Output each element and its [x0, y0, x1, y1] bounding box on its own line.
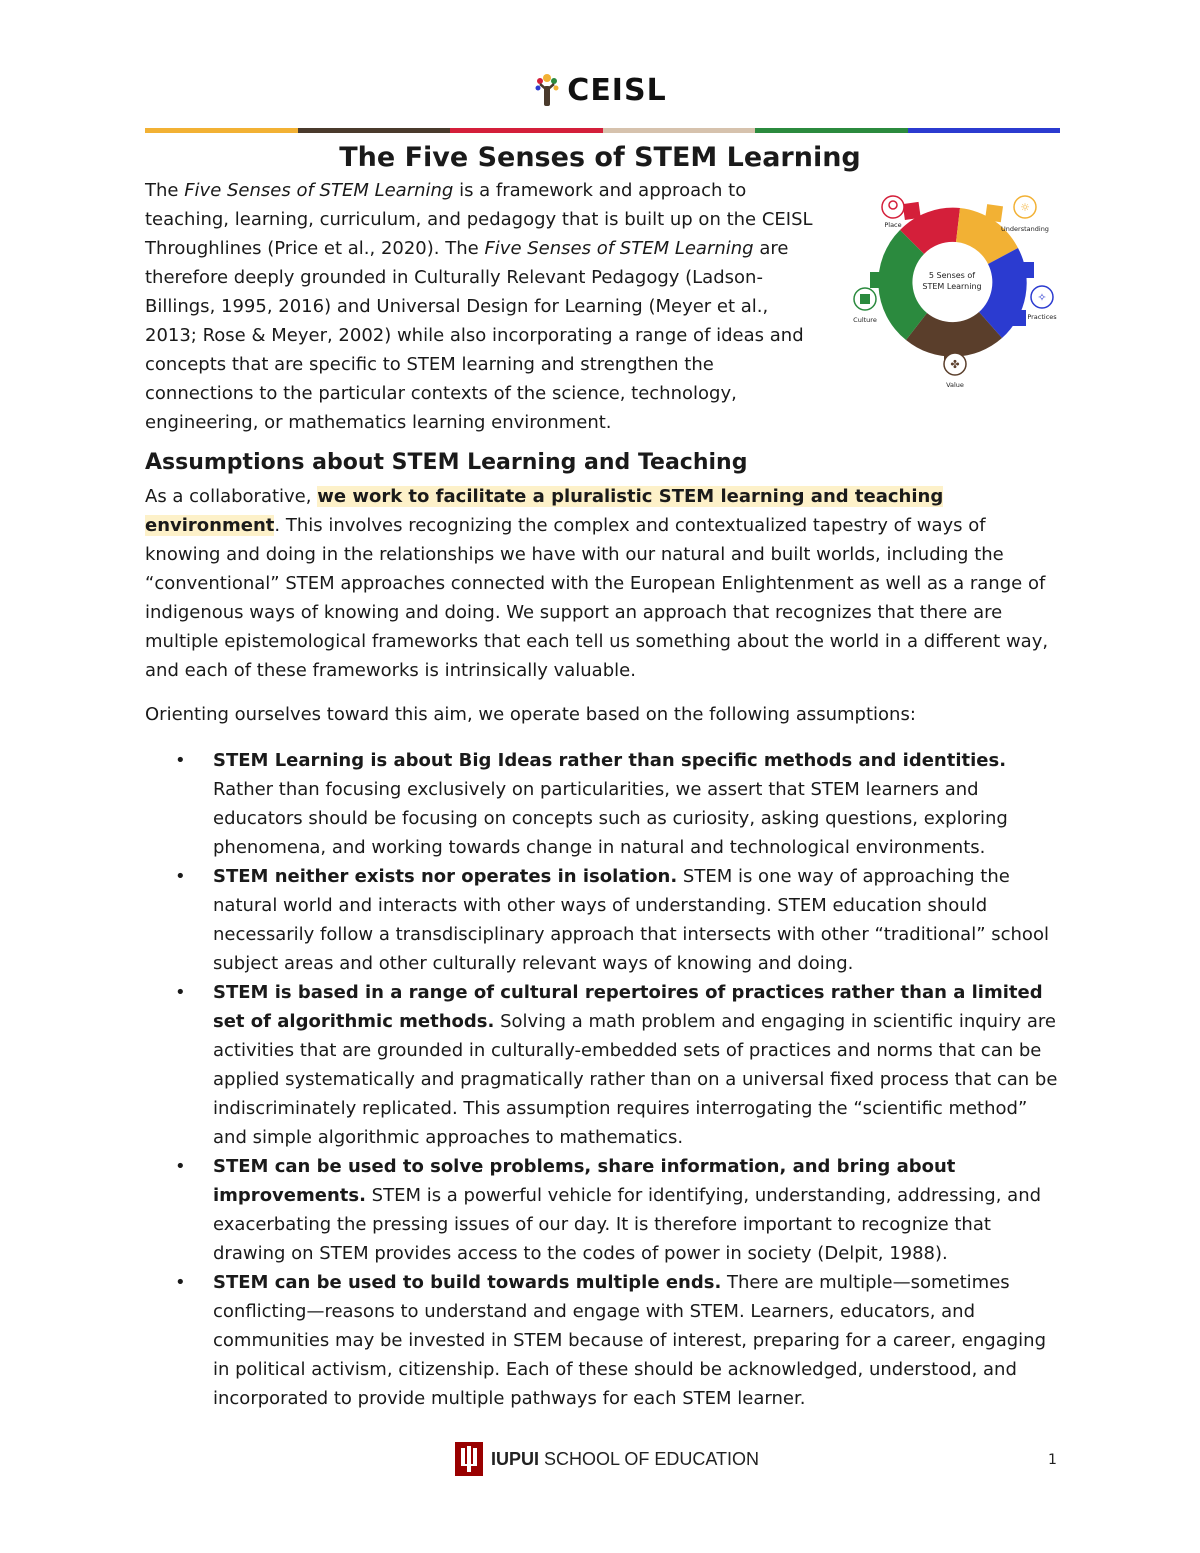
intro-paragraph: [145, 176, 825, 437]
bullet-icon: •: [175, 982, 186, 1003]
gear-center-label: 5 Senses of: [928, 271, 976, 280]
list-item-lead: STEM is based in a range of cultural repertoires of practices rather than a limited set of algorithmic methods.: [213, 982, 1043, 1032]
list-item-lead: STEM can be used to build towards multiple ends.: [213, 1272, 722, 1293]
culture-icon-glyph: [860, 294, 870, 304]
color-bar-segment: [908, 128, 1061, 133]
color-bar-segment: [603, 128, 756, 133]
header-color-bar: [145, 128, 1060, 133]
gear-label-culture: Culture: [853, 316, 877, 324]
list-item-lead: STEM Learning is about Big Ideas rather than specific methods and identities.: [213, 750, 1007, 771]
footer-logo-bold: IUPUI: [491, 1448, 540, 1469]
logo-text: CEISL: [567, 72, 667, 108]
list-item: [145, 1268, 1060, 1413]
iu-trident-icon: [455, 1442, 483, 1476]
footer-logo-rest: SCHOOL OF EDUCATION: [539, 1448, 760, 1469]
gear-tooth: [1018, 262, 1034, 278]
section-heading: Assumptions about STEM Learning and Teaching: [145, 450, 748, 475]
gear-center-label: STEM Learning: [922, 282, 982, 291]
gear-label-practices: Practices: [1027, 313, 1057, 321]
list-item-lead: STEM can be used to solve problems, share information, and bring about improvements.: [213, 1156, 956, 1206]
intro-italic: Five Senses of STEM Learning: [484, 238, 754, 259]
color-bar-segment: [755, 128, 908, 133]
gear-label-place: Place: [884, 221, 902, 229]
section-paragraph-1: [145, 482, 1060, 685]
iupui-logo: [455, 1442, 759, 1476]
place-icon: [882, 196, 904, 218]
gear-tooth: [1010, 310, 1026, 326]
gear-tooth: [903, 202, 921, 220]
tree-person-icon: [533, 72, 561, 108]
color-bar-segment: [145, 128, 298, 133]
section-paragraph-2: Orienting ourselves toward this aim, we operate based on the following assumptions:: [145, 704, 916, 725]
value-icon-glyph: ✤: [950, 358, 960, 371]
gear-tooth: [985, 204, 1003, 222]
bullet-icon: •: [175, 866, 186, 887]
list-item-text: There are multiple—sometimes conflicting—reasons to understand and engage with STEM. Learners, educators, and communities may be invested in STEM because of interest, preparing for a career, engaging in political activism, citizenship. Each of these should be acknowledged, understood, and incorporated to provide multiple pathways for each STEM learner.: [213, 1272, 1047, 1409]
practices-icon-glyph: ✧: [1037, 291, 1047, 304]
bullet-icon: •: [175, 1272, 186, 1293]
intro-text: The: [145, 180, 185, 201]
ceisl-logo: [0, 72, 1200, 108]
bullet-icon: •: [175, 1156, 186, 1177]
gear-tooth: [870, 272, 886, 288]
color-bar-segment: [298, 128, 451, 133]
list-item: [145, 862, 1060, 978]
understanding-icon-glyph: ☼: [1020, 201, 1030, 214]
assumptions-list: [145, 746, 1060, 1413]
color-bar-segment: [450, 128, 603, 133]
five-senses-gear-diagram: [845, 182, 1060, 397]
footer-logo-text: [491, 1449, 759, 1470]
intro-text: is a framework and approach to teaching, learning, curriculum, and pedagogy that is built up on the CEISL Throughlines (Price et al., 2020). The: [145, 180, 813, 259]
list-item-lead: STEM neither exists nor operates in isolation.: [213, 866, 678, 887]
list-item: [145, 978, 1060, 1152]
list-item-text: Rather than focusing exclusively on particularities, we assert that STEM learners and educators should be focusing on concepts such as curiosity, asking questions, exploring phenomena, and working towards change in natural and technological environments.: [213, 779, 1008, 858]
intro-italic: Five Senses of STEM Learning: [184, 180, 454, 201]
intro-text: are therefore deeply grounded in Culturally Relevant Pedagogy (Ladson-Billings, 1995, 2016) and Universal Design for Learning (Meyer et al., 2013; Rose & Meyer, 2002) while also incorporating a range of ideas and concepts that are specific to STEM learning and strengthen the connections to the particular contexts of the science, technology, engineering, or mathematics learning environment.: [145, 238, 804, 433]
page-title: The Five Senses of STEM Learning: [339, 142, 861, 173]
list-item-text: STEM is one way of approaching the natural world and interacts with other ways of understanding. STEM education should necessarily follow a transdisciplinary approach that intersects with other “traditional” school subject areas and other culturally relevant ways of knowing and doing.: [213, 866, 1049, 974]
gear-label-understanding: Understanding: [1001, 225, 1049, 233]
paragraph-text: . This involves recognizing the complex and contextualized tapestry of ways of knowing and doing in the relationships we have with our natural and built worlds, including the “conventional” STEM approaches connected with the European Enlightenment as well as a range of indigenous ways of knowing and doing. We support an approach that recognizes that there are multiple epistemological frameworks that each tell us something about the world in a different way, and each of these frameworks is intrinsically valuable.: [145, 515, 1049, 681]
list-item-text: Solving a math problem and engaging in scientific inquiry are activities that are grounded in culturally-embedded sets of practices and norms that can be applied systematically and pragmatically rather than on a universal fixed process that can be indiscriminately replicated. This assumption requires interrogating the “scientific method” and simple algorithmic approaches to mathematics.: [213, 1011, 1058, 1148]
bullet-icon: •: [175, 750, 186, 771]
gear-label-value: Value: [946, 381, 964, 389]
list-item-text: STEM is a powerful vehicle for identifying, understanding, addressing, and exacerbating the pressing issues of our day. It is therefore important to recognize that drawing on STEM provides access to the codes of power in society (Delpit, 1988).: [213, 1185, 1042, 1264]
list-item: [145, 746, 1060, 862]
list-item: [145, 1152, 1060, 1268]
page-number: 1: [1048, 1452, 1057, 1468]
paragraph-text: As a collaborative,: [145, 486, 318, 507]
highlighted-text: we work to facilitate a pluralistic STEM learning and teaching environment: [145, 486, 944, 536]
